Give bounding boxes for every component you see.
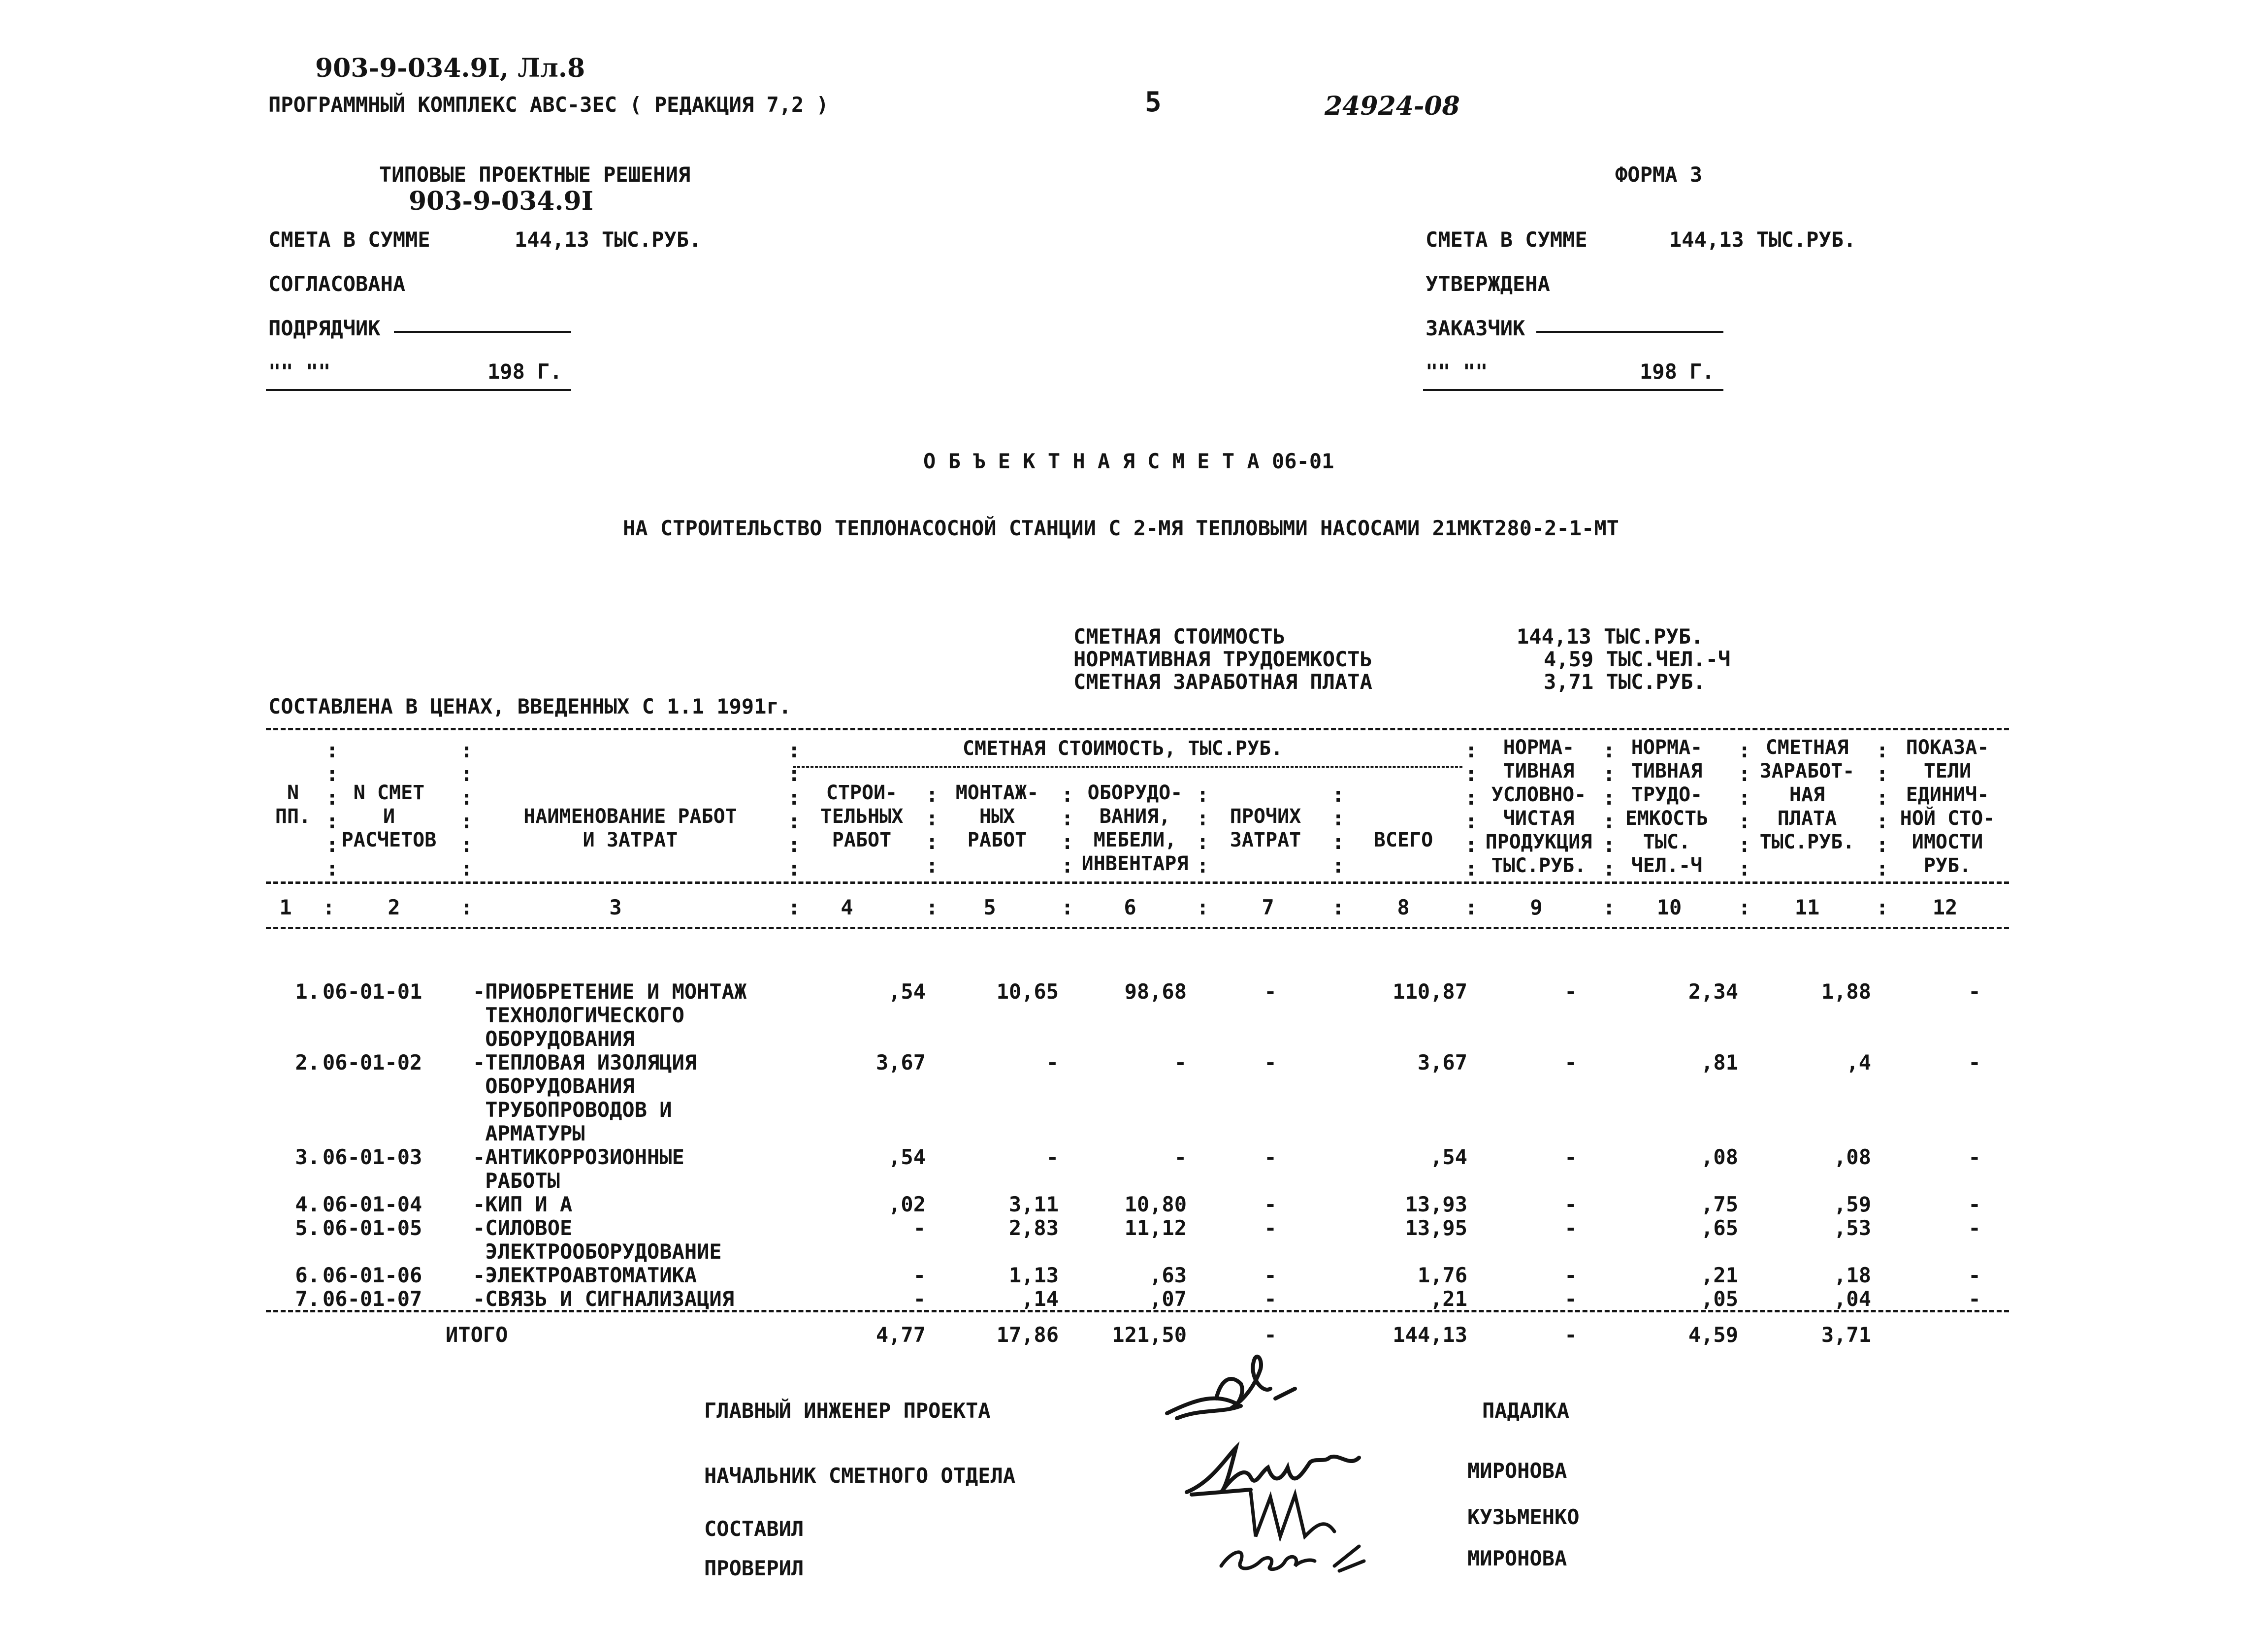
program-line: ПРОГРАММНЫЙ КОМПЛЕКС АВС-ЗЕС ( РЕДАКЦИЯ 7,2 ) xyxy=(268,93,829,117)
total-top-rule xyxy=(266,1310,2009,1312)
row-cell-c8: 13,95 xyxy=(1405,1216,1467,1240)
row-cell-c9: - xyxy=(1564,1050,1577,1075)
approved-label: УТВЕРЖДЕНА xyxy=(1426,272,1550,296)
row-cell-c5: 3,11 xyxy=(1008,1192,1059,1216)
left-year: 198 Г. xyxy=(487,359,562,384)
customer-sign-line xyxy=(1536,331,1723,333)
row-cell-c9: - xyxy=(1564,1263,1577,1287)
left-date-quotes: "" "" xyxy=(268,359,331,384)
form-label: ФОРМА 3 xyxy=(1615,163,1703,187)
table-top-rule xyxy=(266,728,2009,730)
signature-name-chief-engineer: ПАДАЛКА xyxy=(1482,1399,1570,1423)
header-separator: : : : : : : xyxy=(1465,738,1478,880)
signature-scribble-checked xyxy=(1211,1531,1374,1581)
group-header-rule xyxy=(793,766,1462,768)
colnum-sep: : xyxy=(1876,895,1889,919)
header-separator: : : : : : : xyxy=(1738,738,1751,880)
row-cell-c11: ,4 xyxy=(1846,1050,1871,1075)
prices-note: СОСТАВЛЕНА В ЦЕНАХ, ВВЕДЕННЫХ С 1.1 1991г. xyxy=(268,694,792,718)
table-row xyxy=(0,1287,2268,1311)
summary-value-cost: 144,13 ТЫС.РУБ. xyxy=(1517,624,1704,649)
summary-value-labor: 4,59 ТЫС.ЧЕЛ.-Ч xyxy=(1544,647,1731,671)
colnum-1: 1 xyxy=(279,895,292,919)
table-row xyxy=(0,1193,2268,1216)
row-cell-c4: - xyxy=(913,1263,926,1287)
total-wage: 3,71 xyxy=(1821,1323,1871,1347)
header-separator: : : : : xyxy=(1332,782,1345,878)
row-cell-c7: - xyxy=(1264,979,1277,1004)
signature-scribble-chief-engineer xyxy=(1157,1339,1334,1438)
row-cell-c10: ,65 xyxy=(1701,1216,1738,1240)
row-cell-c10: ,08 xyxy=(1701,1145,1738,1169)
agreed-label: СОГЛАСОВАНА xyxy=(268,272,406,296)
row-cell-c7: - xyxy=(1264,1287,1277,1311)
colnum-7: 7 xyxy=(1262,895,1274,919)
table-row xyxy=(0,1264,2268,1287)
colnum-sep: : xyxy=(460,895,473,919)
total-installation: 17,86 xyxy=(996,1323,1059,1347)
row-cell-c12: - xyxy=(1968,1145,1981,1169)
row-work-name: -СВЯЗЬ И СИГНАЛИЗАЦИЯ xyxy=(473,1287,735,1311)
row-work-name: -ТЕПЛОВАЯ ИЗОЛЯЦИЯ ОБОРУДОВАНИЯ ТРУБОПРОВОДОВ И АРМАТУРЫ xyxy=(473,1050,697,1145)
contractor-label: ПОДРЯДЧИК xyxy=(268,316,381,340)
handwritten-code: 24924-08 xyxy=(1325,91,1460,121)
contractor-sign-line xyxy=(394,331,571,333)
row-cell-c5: 2,83 xyxy=(1008,1216,1059,1240)
row-cell-c8: ,21 xyxy=(1430,1287,1467,1311)
colnum-12: 12 xyxy=(1932,895,1958,919)
total-construction: 4,77 xyxy=(875,1323,926,1347)
colnum-sep: : xyxy=(323,895,335,919)
row-cell-c11: 1,88 xyxy=(1821,979,1871,1004)
total-equipment: 121,50 xyxy=(1112,1323,1187,1347)
row-estimate-code: 06-01-01 xyxy=(323,979,422,1004)
doc-code: 903-9-034.9I, Лл.8 xyxy=(315,53,585,83)
row-cell-c12: - xyxy=(1968,1216,1981,1240)
row-work-name: -СИЛОВОЕ ЭЛЕКТРООБОРУДОВАНИЕ xyxy=(473,1216,722,1264)
colnum-9: 9 xyxy=(1530,895,1543,919)
row-number: 1. xyxy=(295,979,320,1004)
row-cell-c8: 3,67 xyxy=(1417,1050,1467,1075)
summary-label-labor: НОРМАТИВНАЯ ТРУДОЕМКОСТЬ xyxy=(1073,647,1372,671)
row-cell-c7: - xyxy=(1264,1145,1277,1169)
row-number: 6. xyxy=(295,1263,320,1287)
column-numbers-row xyxy=(0,895,2268,925)
total-row xyxy=(0,1323,2268,1352)
document-title: О Б Ъ Е К Т Н А Я С М Е Т А 06-01 xyxy=(923,449,1334,473)
summary-value-wage: 3,71 ТЫС.РУБ. xyxy=(1544,670,1706,694)
table-row xyxy=(0,980,2268,1051)
header-estimate-no: N СМЕТ И РАСЧЕТОВ xyxy=(341,782,437,851)
total-all: 144,13 xyxy=(1393,1323,1467,1347)
header-unit-indicators: ПОКАЗА- ТЕЛИ ЕДИНИЧ- НОЙ СТО- ИМОСТИ РУБ. xyxy=(1900,736,1995,877)
row-cell-c5: - xyxy=(1046,1050,1059,1075)
row-number: 2. xyxy=(295,1050,320,1075)
row-cell-c5: ,14 xyxy=(1021,1287,1059,1311)
row-cell-c9: - xyxy=(1564,1216,1577,1240)
row-work-name: -КИП И А xyxy=(473,1192,573,1216)
row-cell-c8: ,54 xyxy=(1430,1145,1467,1169)
row-cell-c11: ,59 xyxy=(1834,1192,1871,1216)
row-cell-c6: ,63 xyxy=(1149,1263,1187,1287)
row-number: 5. xyxy=(295,1216,320,1240)
colnum-2: 2 xyxy=(388,895,400,919)
row-cell-c4: - xyxy=(913,1216,926,1240)
summary-label-wage: СМЕТНАЯ ЗАРАБОТНАЯ ПЛАТА xyxy=(1073,670,1372,694)
signature-name-compiled: КУЗЬМЕНКО xyxy=(1467,1505,1580,1529)
right-sum-label: СМЕТА В СУММЕ xyxy=(1426,228,1588,252)
right-date-line xyxy=(1423,389,1723,391)
row-cell-c6: 98,68 xyxy=(1124,979,1187,1004)
row-work-name: -ПРИОБРЕТЕНИЕ И МОНТАЖ ТЕХНОЛОГИЧЕСКОГО ОБОРУДОВАНИЯ xyxy=(473,979,747,1051)
right-date-quotes: "" "" xyxy=(1426,359,1488,384)
colnum-sep: : xyxy=(1738,895,1751,919)
row-cell-c11: ,04 xyxy=(1834,1287,1871,1311)
header-construction: СТРОИ- ТЕЛЬНЫХ РАБОТ xyxy=(820,782,904,851)
row-cell-c12: - xyxy=(1968,1192,1981,1216)
right-year: 198 Г. xyxy=(1640,359,1715,384)
total-product: - xyxy=(1564,1323,1577,1347)
row-estimate-code: 06-01-07 xyxy=(323,1287,422,1311)
header-no: N ПП. xyxy=(275,782,311,828)
colnum-8: 8 xyxy=(1397,895,1410,919)
customer-label: ЗАКАЗЧИК xyxy=(1426,316,1525,340)
row-cell-c7: - xyxy=(1264,1050,1277,1075)
colnum-sep: : xyxy=(788,895,801,919)
signature-role-estimate-head: НАЧАЛЬНИК СМЕТНОГО ОТДЕЛА xyxy=(704,1464,1016,1488)
total-label: ИТОГО xyxy=(446,1323,508,1347)
header-work-name: НАИМЕНОВАНИЕ РАБОТ И ЗАТРАТ xyxy=(523,805,737,851)
table-row xyxy=(0,1051,2268,1145)
row-cell-c9: - xyxy=(1564,979,1577,1004)
signature-role-checked: ПРОВЕРИЛ xyxy=(704,1556,804,1580)
row-cell-c7: - xyxy=(1264,1192,1277,1216)
signature-name-checked: МИРОНОВА xyxy=(1467,1546,1567,1570)
row-number: 3. xyxy=(295,1145,320,1169)
row-cell-c11: ,08 xyxy=(1834,1145,1871,1169)
colnum-sep: : xyxy=(1332,895,1345,919)
header-separator: : : : : xyxy=(1061,782,1074,878)
row-cell-c5: 10,65 xyxy=(996,979,1059,1004)
row-cell-c9: - xyxy=(1564,1192,1577,1216)
row-cell-c12: - xyxy=(1968,1050,1981,1075)
colnum-3: 3 xyxy=(609,895,622,919)
colnum-sep: : xyxy=(926,895,939,919)
summary-labels xyxy=(1073,625,1372,693)
row-cell-c7: - xyxy=(1264,1263,1277,1287)
header-labor: НОРМА- ТИВНАЯ ТРУДО- ЕМКОСТЬ ТЫС. ЧЕЛ.-Ч xyxy=(1625,736,1709,877)
header-separator: : : : : : : xyxy=(1603,738,1616,880)
header-separator: : : : : : : xyxy=(788,738,801,880)
row-estimate-code: 06-01-03 xyxy=(323,1145,422,1169)
row-cell-c9: - xyxy=(1564,1145,1577,1169)
row-cell-c6: ,07 xyxy=(1149,1287,1187,1311)
colnum-sep: : xyxy=(1061,895,1074,919)
colnum-6: 6 xyxy=(1124,895,1136,919)
row-work-name: -ЭЛЕКТРОАВТОМАТИКА xyxy=(473,1263,697,1287)
left-date-line xyxy=(266,389,571,391)
row-cell-c8: 110,87 xyxy=(1393,979,1467,1004)
row-cell-c10: 2,34 xyxy=(1688,979,1738,1004)
left-sum-value: 144,13 ТЫС.РУБ. xyxy=(515,228,702,252)
signature-name-estimate-head: МИРОНОВА xyxy=(1467,1459,1567,1483)
colnum-bottom-rule xyxy=(266,927,2009,929)
colnum-4: 4 xyxy=(841,895,853,919)
row-cell-c6: 10,80 xyxy=(1124,1192,1187,1216)
left-sum-label: СМЕТА В СУММЕ xyxy=(268,228,430,252)
row-cell-c4: - xyxy=(913,1287,926,1311)
colnum-5: 5 xyxy=(983,895,996,919)
header-bottom-rule xyxy=(266,881,2009,884)
header-installation: МОНТАЖ- НЫХ РАБОТ xyxy=(955,782,1039,851)
row-cell-c11: ,53 xyxy=(1834,1216,1871,1240)
row-cell-c4: ,54 xyxy=(888,1145,926,1169)
row-cell-c4: ,02 xyxy=(888,1192,926,1216)
header-wage: СМЕТНАЯ ЗАРАБОТ- НАЯ ПЛАТА ТЫС.РУБ. xyxy=(1759,736,1855,853)
right-sum-value: 144,13 ТЫС.РУБ. xyxy=(1669,228,1856,252)
group-header: СМЕТНАЯ СТОИМОСТЬ, ТЫС.РУБ. xyxy=(962,737,1283,760)
summary-label-cost: СМЕТНАЯ СТОИМОСТЬ xyxy=(1073,624,1285,649)
series-code: 903-9-034.9I xyxy=(409,186,594,216)
row-estimate-code: 06-01-05 xyxy=(323,1216,422,1240)
series-title: ТИПОВЫЕ ПРОЕКТНЫЕ РЕШЕНИЯ xyxy=(379,163,691,187)
row-cell-c11: ,18 xyxy=(1834,1263,1871,1287)
row-cell-c6: 11,12 xyxy=(1124,1216,1187,1240)
row-estimate-code: 06-01-02 xyxy=(323,1050,422,1075)
row-number: 7. xyxy=(295,1287,320,1311)
row-cell-c4: 3,67 xyxy=(875,1050,926,1075)
colnum-sep: : xyxy=(1197,895,1209,919)
row-cell-c6: - xyxy=(1174,1145,1187,1169)
table-row xyxy=(0,1145,2268,1193)
header-equipment: ОБОРУДО- ВАНИЯ, МЕБЕЛИ, ИНВЕНТАРЯ xyxy=(1081,782,1189,875)
row-cell-c4: ,54 xyxy=(888,979,926,1004)
header-other: ПРОЧИХ ЗАТРАТ xyxy=(1230,805,1301,851)
row-cell-c8: 13,93 xyxy=(1405,1192,1467,1216)
header-separator: : : : : xyxy=(926,782,939,878)
row-cell-c10: ,21 xyxy=(1701,1263,1738,1287)
row-cell-c10: ,81 xyxy=(1701,1050,1738,1075)
row-cell-c12: - xyxy=(1968,979,1981,1004)
row-cell-c9: - xyxy=(1564,1287,1577,1311)
signature-role-compiled: СОСТАВИЛ xyxy=(704,1517,804,1541)
header-separator: : : : : xyxy=(1197,782,1209,878)
row-estimate-code: 06-01-06 xyxy=(323,1263,422,1287)
row-cell-c10: ,05 xyxy=(1701,1287,1738,1311)
header-conditional-product: НОРМА- ТИВНАЯ УСЛОВНО- ЧИСТАЯ ПРОДУКЦИЯ ТЫС.РУБ. xyxy=(1485,736,1592,877)
colnum-10: 10 xyxy=(1656,895,1682,919)
row-work-name: -АНТИКОРРОЗИОННЫЕ РАБОТЫ xyxy=(473,1145,684,1193)
row-cell-c5: - xyxy=(1046,1145,1059,1169)
colnum-sep: : xyxy=(1465,895,1478,919)
table-row xyxy=(0,1216,2268,1264)
total-other: - xyxy=(1264,1323,1277,1347)
row-estimate-code: 06-01-04 xyxy=(323,1192,422,1216)
row-cell-c12: - xyxy=(1968,1287,1981,1311)
header-separator: : : : : : : xyxy=(326,738,339,880)
colnum-sep: : xyxy=(1603,895,1616,919)
colnum-11: 11 xyxy=(1794,895,1820,919)
row-cell-c6: - xyxy=(1174,1050,1187,1075)
row-cell-c5: 1,13 xyxy=(1008,1263,1059,1287)
row-cell-c12: - xyxy=(1968,1263,1981,1287)
row-cell-c8: 1,76 xyxy=(1417,1263,1467,1287)
header-separator: : : : : : : xyxy=(1876,738,1889,880)
row-cell-c7: - xyxy=(1264,1216,1277,1240)
page-number: 5 xyxy=(1145,86,1162,118)
row-cell-c10: ,75 xyxy=(1701,1192,1738,1216)
signature-role-chief-engineer: ГЛАВНЫЙ ИНЖЕНЕР ПРОЕКТА xyxy=(704,1399,991,1423)
header-separator: : : : : : : xyxy=(460,738,473,880)
header-total: ВСЕГО xyxy=(1373,829,1433,851)
row-number: 4. xyxy=(295,1192,320,1216)
total-labor: 4,59 xyxy=(1688,1323,1738,1347)
summary-values xyxy=(1517,625,1753,693)
document-subtitle: НА СТРОИТЕЛЬСТВО ТЕПЛОНАСОСНОЙ СТАНЦИИ С 2-МЯ ТЕПЛОВЫМИ НАСОСАМИ 21МКТ280-2-1-МТ xyxy=(623,516,1619,540)
